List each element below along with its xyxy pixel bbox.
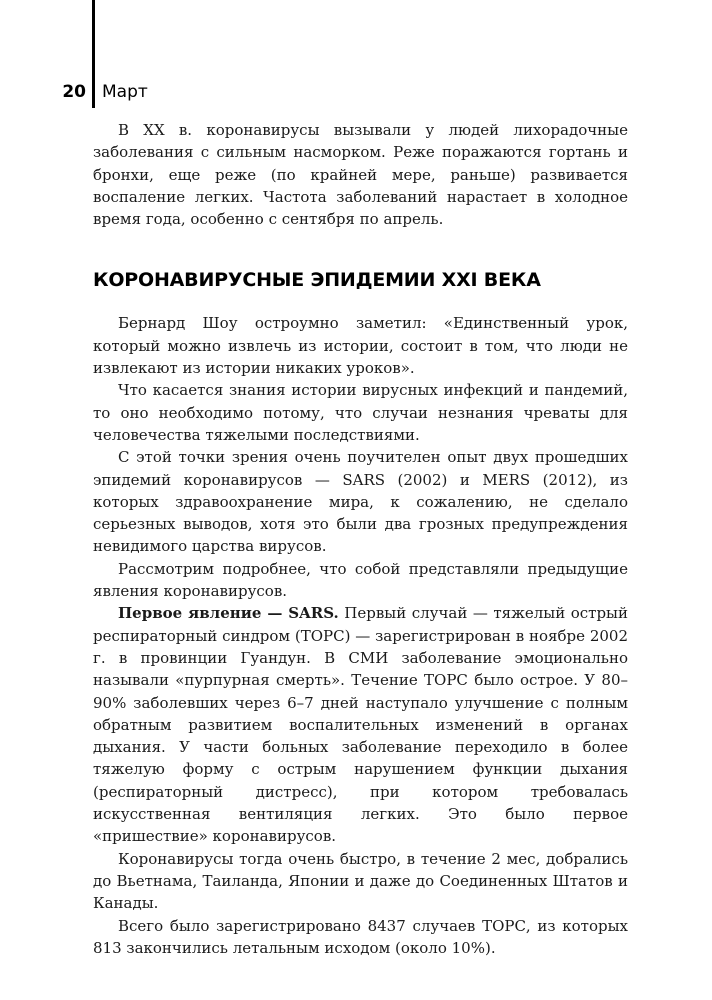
page-number: 20 — [62, 82, 86, 102]
margin-rule — [92, 0, 95, 108]
running-title: Март — [102, 82, 148, 102]
paragraph-statistics: Всего было зарегистрировано 8437 случаев ТОРС, из которых 813 закончились летальным исходом (около 10%). — [93, 916, 628, 957]
paragraph-two-epidemics: С этой точки зрения очень поучителен опыт двух прошедших эпидемий коронавирусов — SARS (2002) и MERS (2012), из которых здравоохранение мира, к сожалению, не сделало серьезных выводов, хотя это были два грозных предупреждения невидимого царства вирусов. — [93, 448, 628, 556]
paragraph-consider: Рассмотрим подробнее, что собой представляли предыдущие явления коронавирусов. — [93, 559, 628, 601]
page-body — [93, 119, 628, 959]
section-title: КОРОНАВИРУСНЫЕ ЭПИДЕМИИ XXI ВЕКА — [93, 269, 541, 292]
paragraph-history-knowledge: Что касается знания истории вирусных инфекций и пандемий, то оно необходимо потому, что случаи незнания чреваты для человечества тяжелыми последствиями. — [93, 381, 628, 444]
paragraph-sars — [93, 602, 628, 847]
sars-text: Первый случай — тяжелый острый респираторный синдром (ТОРС) — зарегистрирован в ноябре 2002 г. в провинции Гуандун. В СМИ заболевание эмоционально называли «пурпурная смерть». Течение ТОРС было острое. У 80–90% заболевших через 6–7 дней наступало улучшение с полным обратным развитием воспалительных изменений в органах дыхания. У части больных заболевание переходило в более тяжелую форму с острым нарушением функции дыхания (респираторный дистресс), при котором требовалась искусственная вентиляция легких. Это было первое «пришествие» коронавирусов. — [93, 604, 628, 846]
sars-lead: Первое явление — SARS. — [118, 604, 339, 623]
paragraph-shaw-quote: Бернард Шоу остроумно заметил: «Единственный урок, который можно извлечь из истории, состоит в том, что люди не извлекают из истории никаких уроков». — [93, 314, 628, 378]
paragraph-spread: Коронавирусы тогда очень быстро, в течение 2 мес, добрались до Вьетнама, Таиланда, Японии и даже до Соединенных Штатов и Канады. — [93, 849, 628, 913]
intro-paragraph: В XX в. коронавирусы вызывали у людей лихорадочные заболевания с сильным насморком. Реже поражаются гортань и бронхи, еще реже (по крайней мере, раньше) развивается воспаление легких. Частота заболеваний нарастает в холодное время года, особенно с сентября по апрель. — [93, 121, 628, 229]
